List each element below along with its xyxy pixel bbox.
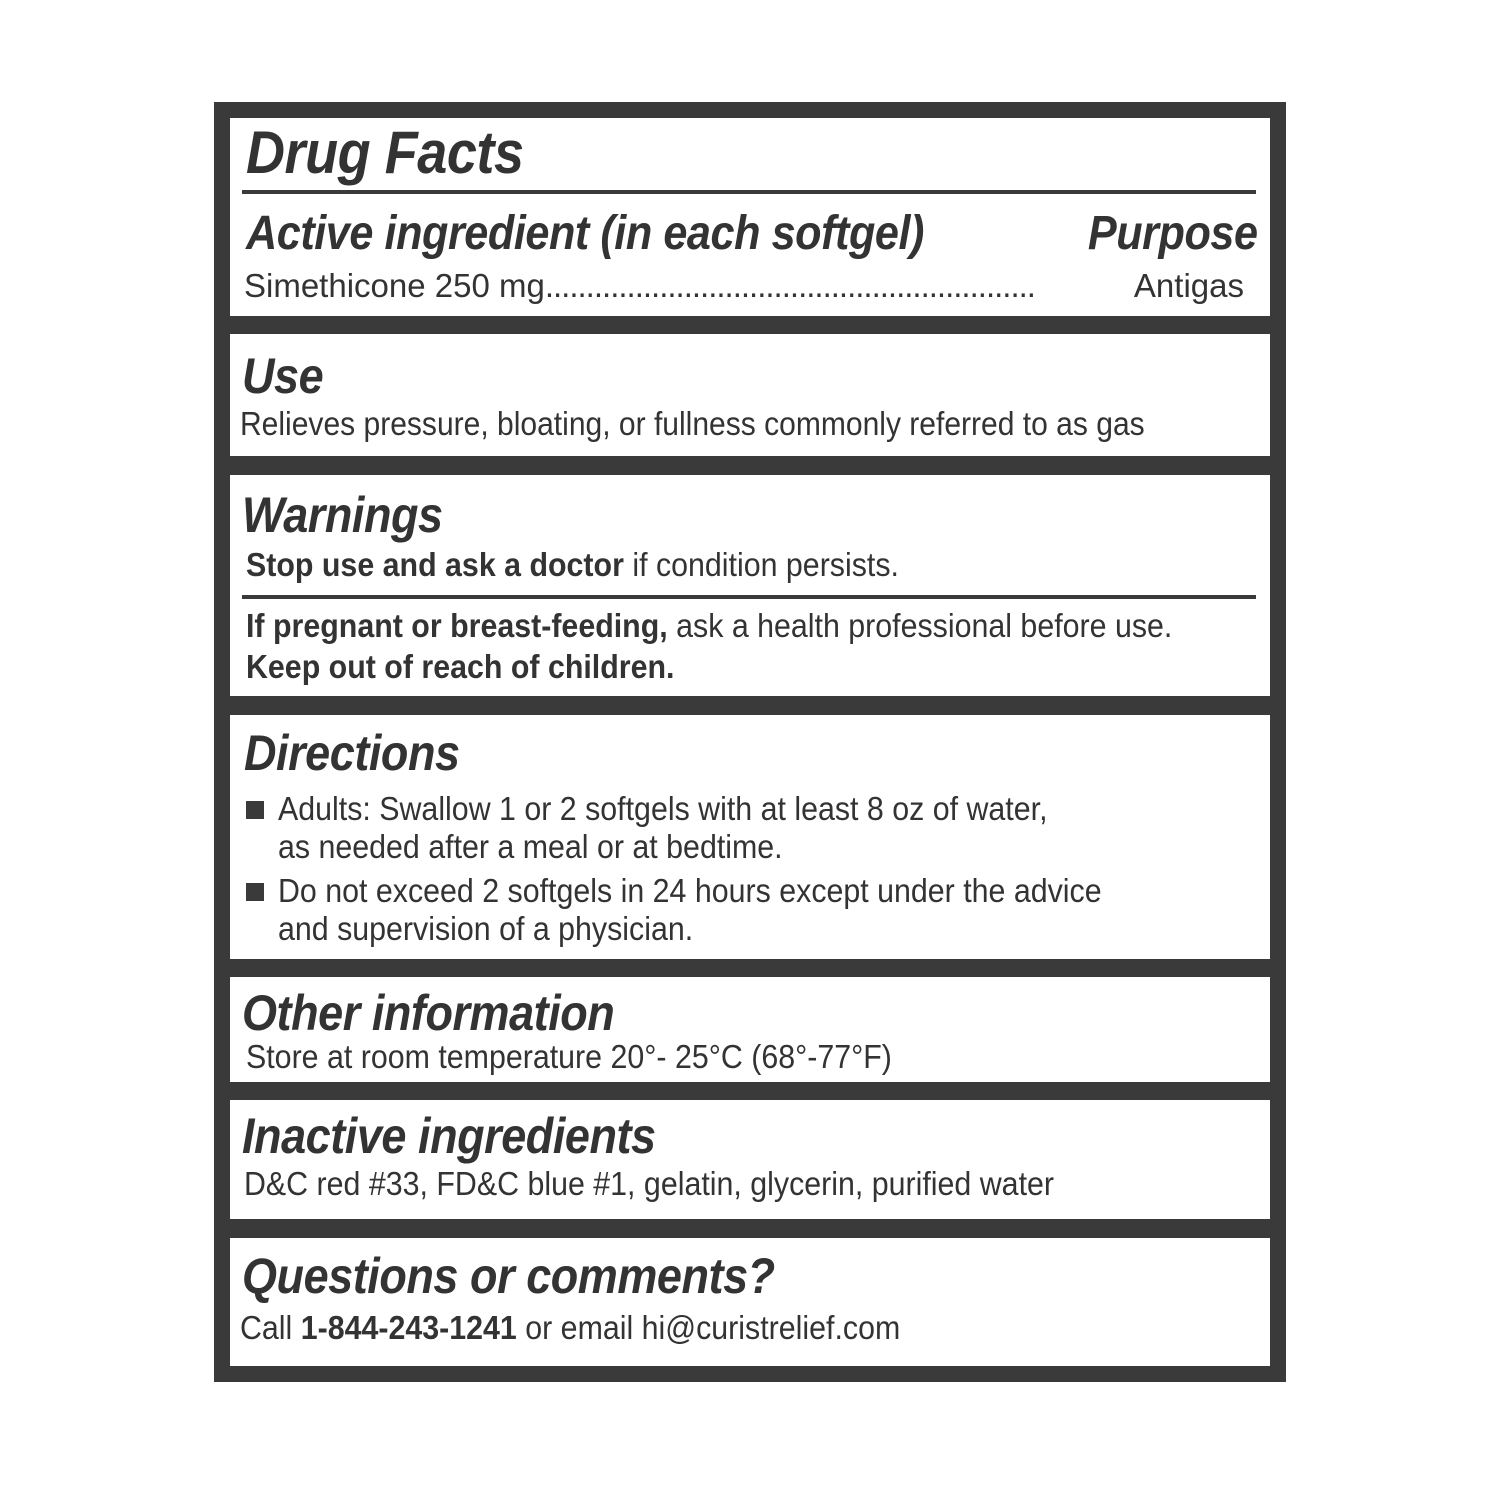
other-information-heading: Other information	[242, 985, 615, 1041]
direction-1-line-2: as needed after a meal or at bedtime.	[278, 828, 783, 865]
drug-facts-panel	[214, 102, 1286, 1382]
pregnant-rest: ask a health professional before use.	[667, 607, 1173, 644]
questions-heading: Questions or comments?	[242, 1248, 775, 1304]
direction-2-line-2: and supervision of a physician.	[278, 910, 694, 947]
adults-label: Adults:	[278, 790, 371, 827]
ingredient-row	[244, 266, 1244, 306]
contact-line	[240, 1308, 900, 1348]
pregnant-bold: If pregnant or breast-feeding,	[246, 607, 668, 644]
bullet-1	[246, 801, 264, 819]
warnings-heading: Warnings	[242, 487, 443, 543]
stop-use-rest: if condition persists.	[623, 546, 899, 583]
pregnant-line	[246, 606, 1172, 646]
ingredient-name: Simethicone 250 mg	[244, 267, 545, 304]
active-ingredient-heading: Active ingredient (in each softgel)	[246, 207, 924, 260]
other-information-section	[230, 977, 1270, 1082]
dot-leader: ............................................................	[544, 267, 1035, 304]
drug-facts-title: Drug Facts	[246, 119, 524, 186]
direction-2-line-1: Do not exceed 2 softgels in 24 hours except under the advice	[278, 872, 1102, 909]
inactive-ingredients-heading: Inactive ingredients	[242, 1108, 656, 1164]
email-text[interactable]: or email hi@curistrelief.com	[516, 1309, 901, 1346]
call-label: Call	[240, 1309, 301, 1346]
directions-heading: Directions	[244, 725, 460, 781]
warnings-section	[230, 475, 1270, 696]
title-divider	[242, 190, 1256, 194]
warnings-divider	[242, 595, 1256, 599]
stop-use-line	[246, 545, 899, 585]
questions-section	[230, 1238, 1270, 1366]
use-heading: Use	[242, 348, 324, 404]
use-section	[230, 334, 1270, 456]
purpose-value: Antigas	[1133, 267, 1244, 304]
use-text: Relieves pressure, bloating, or fullness commonly referred to as gas	[240, 405, 1145, 442]
active-ingredient-section	[230, 118, 1270, 316]
keep-out-line: Keep out of reach of children.	[246, 648, 675, 685]
phone-number[interactable]: 1-844-243-1241	[300, 1309, 517, 1346]
direction-1-line-1	[278, 789, 1048, 829]
storage-text: Store at room temperature 20°- 25°C (68°-77°F)	[246, 1038, 892, 1075]
direction-1-text: Swallow 1 or 2 softgels with at least 8 oz of water,	[370, 790, 1048, 827]
inactive-ingredients-text: D&C red #33, FD&C blue #1, gelatin, glycerin, purified water	[244, 1165, 1055, 1202]
purpose-heading: Purpose	[1088, 207, 1258, 260]
directions-section	[230, 715, 1270, 959]
stop-use-bold: Stop use and ask a doctor	[246, 546, 624, 583]
bullet-2	[246, 883, 264, 901]
inactive-ingredients-section	[230, 1100, 1270, 1219]
